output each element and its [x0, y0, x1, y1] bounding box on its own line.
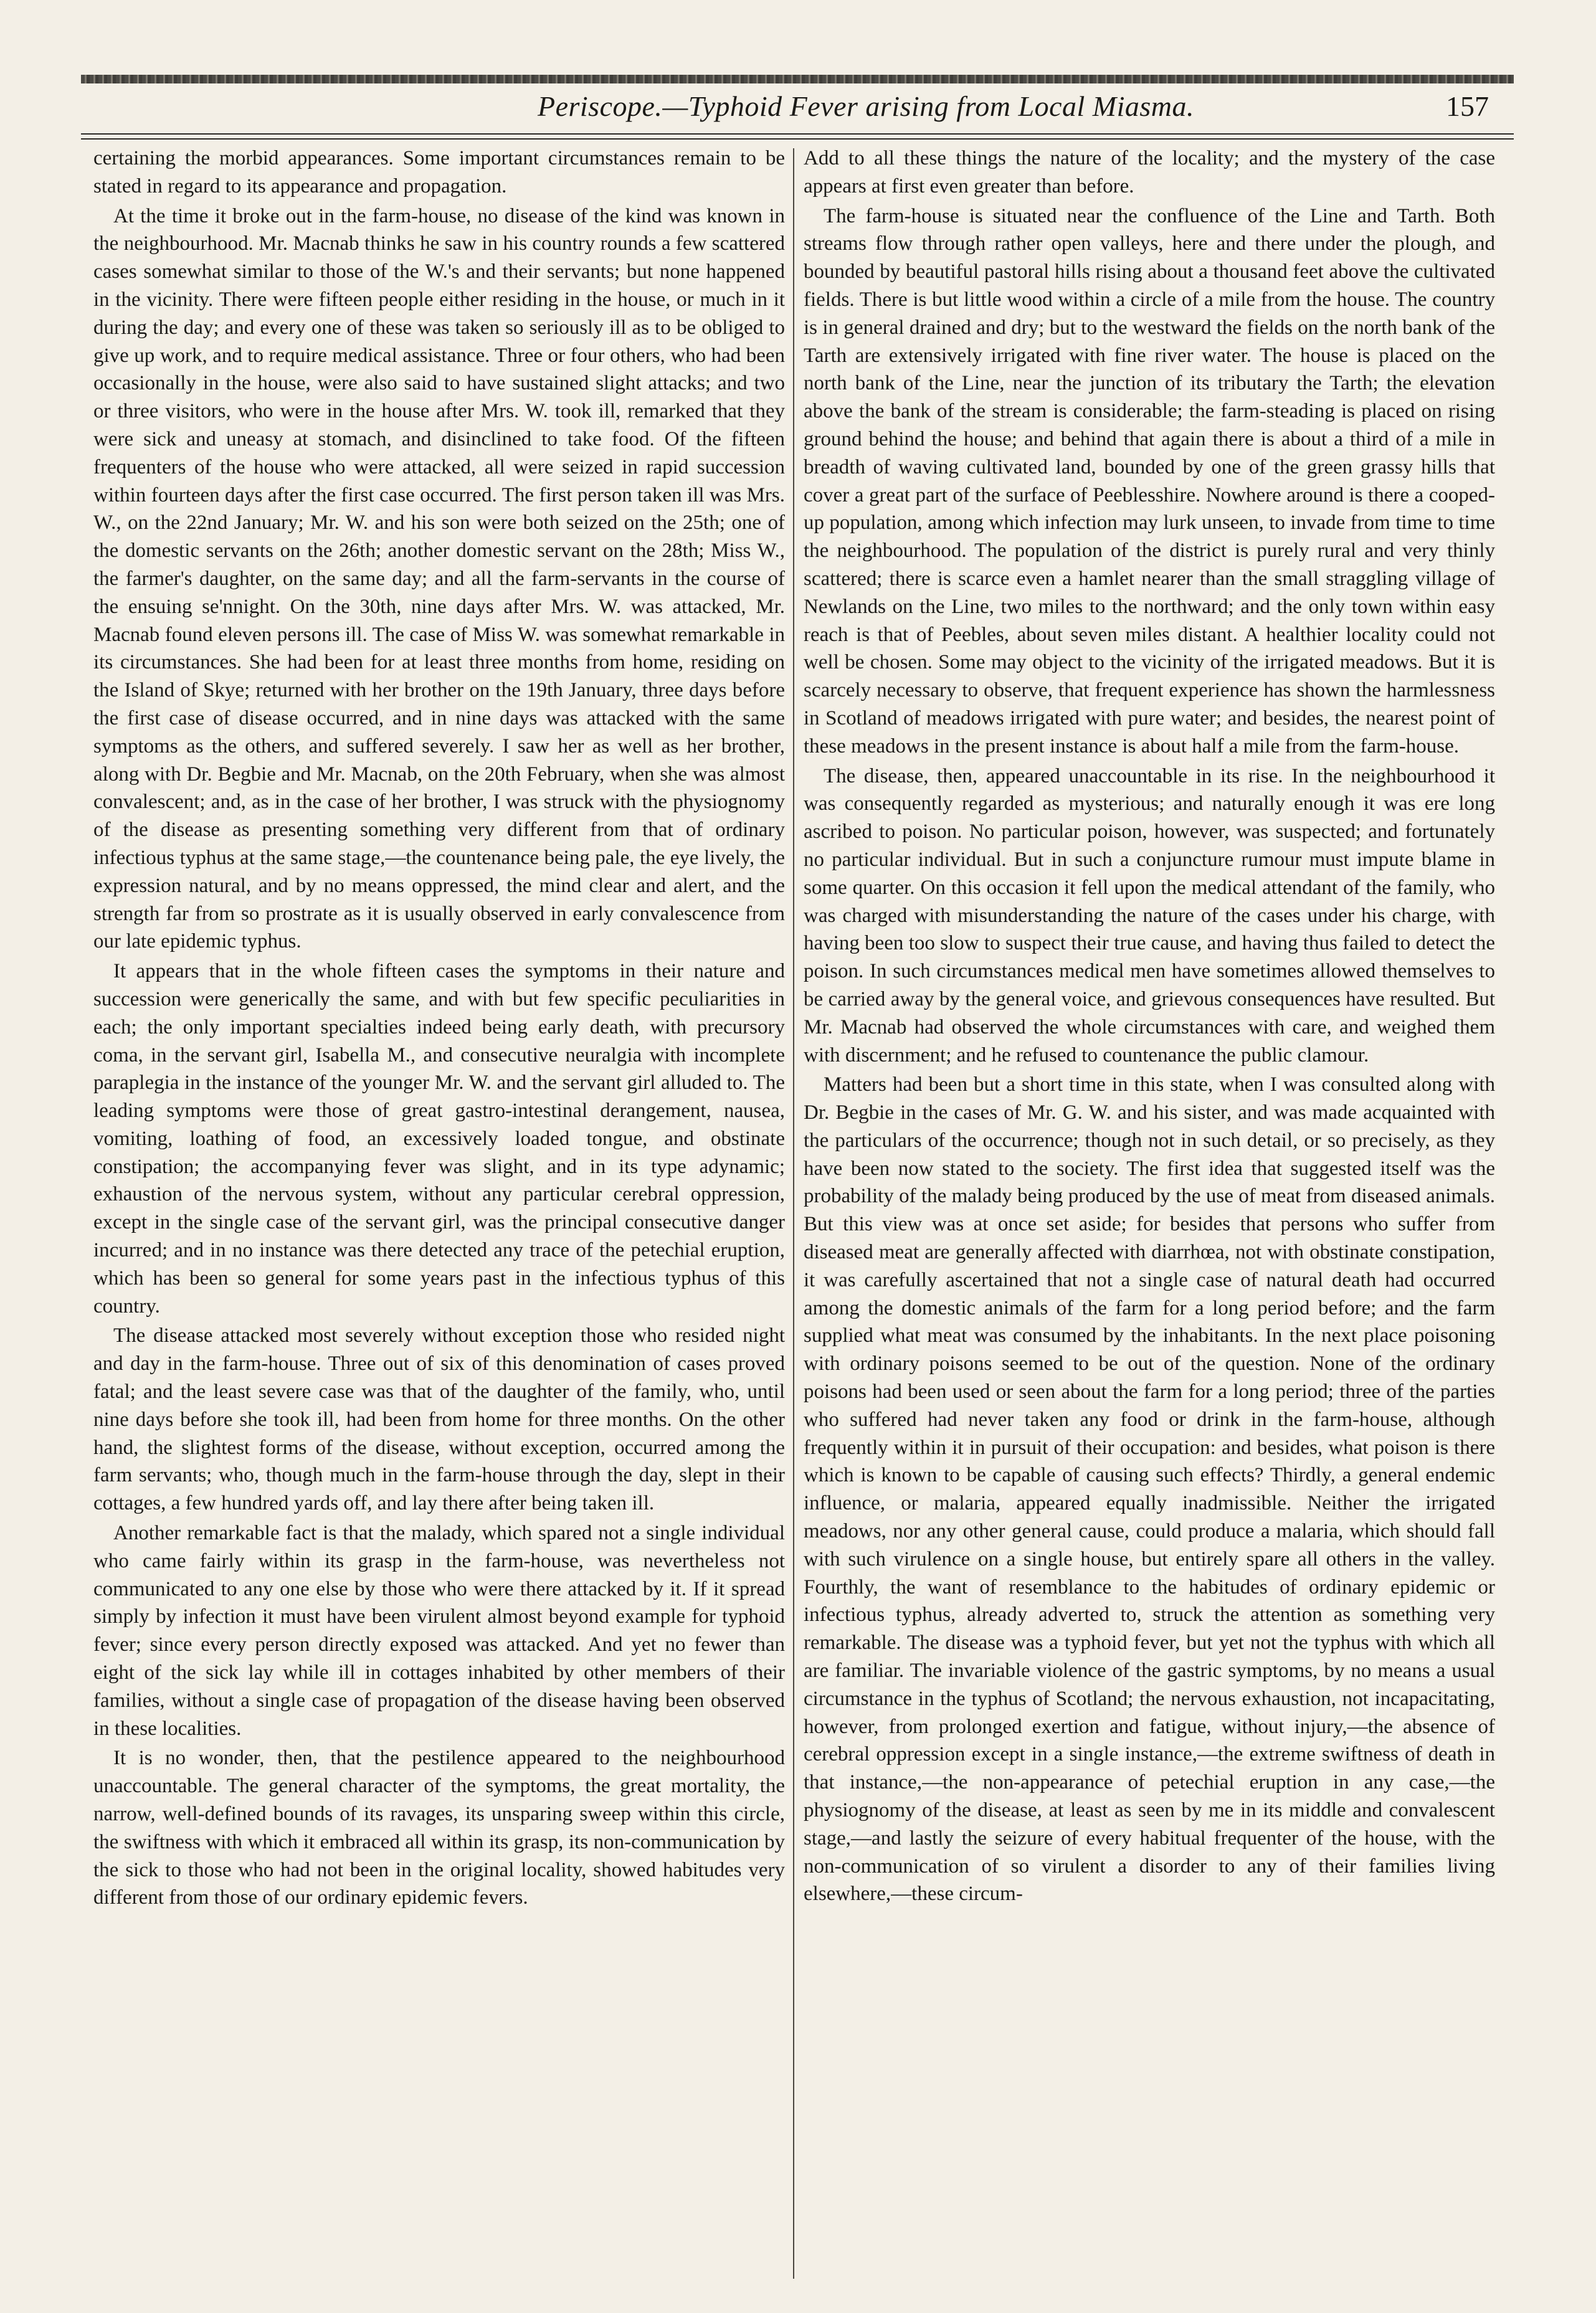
paragraph: At the time it broke out in the farm-house, no disease of the kind was known in the neighbourhood. Mr. Macnab thinks he saw in his country rounds a few scattered cases somewhat similar to those of the W.'s and their servants; but none happened in the vicinity. There were fifteen people either residing in the house, or much in it during the day; and every one of these was taken so seriously ill as to be obliged to give up work, and to require medical assistance. Three or four others, who had been occasionally in the house, were also said to have sustained slight attacks; and two or three visitors, who were in the house after Mrs. W. took ill, remarked that they were sick and uneasy at stomach, and disinclined to take food. Of the fifteen frequenters of the house who were attacked, all were seized in rapid succession within fourteen days after the first case occurred. The first person taken ill was Mrs. W., on the 22nd January; Mr. W. and his son were both seized on the 25th; one of the domestic servants on the 26th; another domestic servant on the 28th; Miss W., the farmer's daughter, on the same day; and all the farm-servants in the course of the ensuing se'nnight. On the 30th, nine days after Mrs. W. was attacked, Mr. Macnab found eleven persons ill. The case of Miss W. was somewhat remarkable in its circumstances. She had been for at least three months from home, residing on the Island of Skye; returned with her brother on the 19th January, three days before the first case of disease occurred, and in nine days was attacked with the same symptoms as the others, and suffered severely. I saw her as well as her brother, along with Dr. Begbie and Mr. Macnab, on the 20th February, when she was almost convalescent; and, as in the case of her brother, I was struck with the physiognomy of the disease as presenting something very different from that of ordinary infectious typhus at the same stage,—the countenance being pale, the eye lively, the expression natural, and by no means oppressed, the mind clear and alert, and the strength far from so prostrate as it is usually observed in early convalescence from our late epidemic typhus.: [93, 204, 785, 953]
header-rule: [81, 133, 1514, 140]
paragraph: Matters had been but a short time in this state, when I was consulted along with Dr. Begbie in the cases of Mr. G. W. and his sister, and was made acquainted with the particulars of the occurrence; though not in such detail, or so precisely, as they have been now stated to the society. The first idea that suggested itself was the probability of the malady being produced by the use of meat from diseased animals. But this view was at once set aside; for besides that persons who suffer from diseased meat are generally affected with diarrhœa, not with obstinate constipation, it was carefully ascertained that not a single case of natural death had occurred among the domestic animals of the farm for a long period before; and the farm supplied what meat was consumed by the inhabitants. In the next place poisoning with ordinary poisons seemed to be out of the question. None of the ordinary poisons had been used or seen about the farm for a long period; three of the parties who suffered had never taken any food or drink in the farm-house, although frequently within it in pursuit of their occupation: and besides, what poison is there which is known to be capable of causing such effects? Thirdly, a general endemic influence, or malaria, appeared equally inadmissible. Neither the irrigated meadows, nor any other general cause, could produce a malaria, which should fall with such virulence on a single house, but entirely spare all others in the valley. Fourthly, the want of resemblance to the habitudes of ordinary epidemic or infectious typhus, already adverted to, struck the attention as something very remarkable. The disease was a typhoid fever, but yet not the typhus with which all are familiar. The invariable violence of the gastric symptoms, by no means a usual circumstance in the typhus of Scotland; the nervous exhaustion, not incapacitating, however, from prolonged exertion and fatigue, without injury,—the absence of cerebral oppression except in a single instance,—the extreme swiftness of death in that instance,—the non-appearance of petechial eruption in any case,—the physiognomy of the disease, at least as seen by me in its middle and convalescent stage,—and lastly the seizure of every habitual frequenter of the house, with the non-communication of so virulent a disorder to any of their families living elsewhere,—these circum-: [804, 1073, 1495, 1906]
left-column: [93, 145, 785, 2287]
paragraph: It appears that in the whole fifteen cases the symptoms in their nature and succession were generically the same, and with but few specific peculiarities in each; the only important specialties indeed being early death, with precursory coma, in the servant girl, Isabella M., and consecutive neuralgia with incomplete paraplegia in the instance of the younger Mr. W. and the servant girl alluded to. The leading symptoms were those of great gastro-intestinal derangement, nausea, vomiting, loathing of food, an excessively loaded tongue, and obstinate constipation; the accompanying fever was slight, and in its type adynamic; exhaustion of the nervous system, without any particular cerebral oppression, except in the single case of the servant girl, was the principal consecutive danger incurred; and in no instance was there detected any trace of the petechial eruption, which has been so general for some years past in the infectious typhus of this country.: [93, 960, 785, 1318]
top-ornamental-rule: [81, 75, 1514, 83]
paragraph: Add to all these things the nature of the locality; and the mystery of the case appears at first even greater than before.: [804, 147, 1495, 197]
paragraph: It is no wonder, then, that the pestilence appeared to the neighbourhood unaccountable. The general character of the symptoms, the great mortality, the narrow, well-defined bounds of its ravages, its unsparing sweep within this circle, the swiftness with which it embraced all within its grasp, its non-communication by the sick to those who had not been in the original locality, showed habitudes very different from those of our ordinary epidemic fevers.: [93, 1747, 785, 1909]
paragraph: The disease attacked most severely without exception those who resided night and day in the farm-house. Three out of six of this denomination of cases proved fatal; and the least severe case was that of the daughter of the family, who, until nine days before she took ill, had been from home for three months. On the other hand, the slightest forms of the disease, without exception, occurred among the farm servants; who, though much in the farm-house through the day, slept in their cottages, a few hundred yards off, and lay there after being taken ill.: [93, 1324, 785, 1515]
paragraph: Another remarkable fact is that the malady, which spared not a single individual who came fairly within its grasp in the farm-house, was nevertheless not communicated to any one else by those who were there attacked by it. If it spread simply by infection it must have been virulent almost beyond example for typhoid fever; since every person directly exposed was attacked. And yet no fewer than eight of the sick lay while ill in cottages inhabited by other members of their families, without a single case of propagation of the disease having been observed in these localities.: [93, 1522, 785, 1740]
right-column: [804, 145, 1495, 2287]
paragraph: certaining the morbid appearances. Some important circumstances remain to be stated in regard to its appearance and propagation.: [93, 147, 785, 197]
running-head: Periscope.—Typhoid Fever arising from Local Miasma.: [537, 90, 1194, 122]
column-divider: [793, 148, 794, 2279]
paragraph: The disease, then, appeared unaccountable in its rise. In the neighbourhood it was consequently regarded as mysterious; and naturally enough it was ere long ascribed to poison. No particular poison, however, was suspected; and fortunately no particular individual. But in such a conjuncture rumour must impute blame in some quarter. On this occasion it fell upon the medical attendant of the family, who was charged with misunderstanding the nature of the cases under his charge, with having been too slow to suspect their true cause, and having thus failed to detect the poison. In such circumstances medical men have sometimes allowed themselves to be carried away by the general voice, and grievous consequences have resulted. But Mr. Macnab had observed the whole circumstances with care, and weighed them with discernment; and he refused to countenance the public clamour.: [804, 764, 1495, 1066]
page-number: 157: [1446, 90, 1489, 122]
paragraph: The farm-house is situated near the confluence of the Line and Tarth. Both streams flow through rather open valleys, here and there under the plough, and bounded by beautiful pastoral hills rising about a thousand feet above the cultivated fields. There is but little wood within a circle of a mile from the house. The country is in general drained and dry; but to the westward the fields on the north bank of the Tarth are extensively irrigated with fine river water. The house is placed on the north bank of the Line, near the junction of its tributary the Tarth; the elevation above the bank of the stream is considerable; the farm-steading is placed on rising ground behind the house; and behind that again there is about a third of a mile in breadth of waving cultivated land, bounded by one of the green grassy hills that cover a great part of the surface of Peeblesshire. Nowhere around is there a cooped-up population, among which infection may lurk unseen, to invade from time to time the neighbourhood. The population of the district is purely rural and very thinly scattered; there is scarce even a hamlet nearer than the small straggling village of Newlands on the Line, two miles to the northward; and the only town within easy reach is that of Peebles, about seven miles distant. A healthier locality could not well be chosen. Some may object to the vicinity of the irrigated meadows. But it is scarcely necessary to observe, that frequent experience has shown the harmlessness in Scotland of meadows irrigated with pure water; and besides, the nearest point of these meadows in the present instance is about half a mile from the farm-house.: [804, 204, 1495, 758]
page-header: [81, 83, 1514, 140]
